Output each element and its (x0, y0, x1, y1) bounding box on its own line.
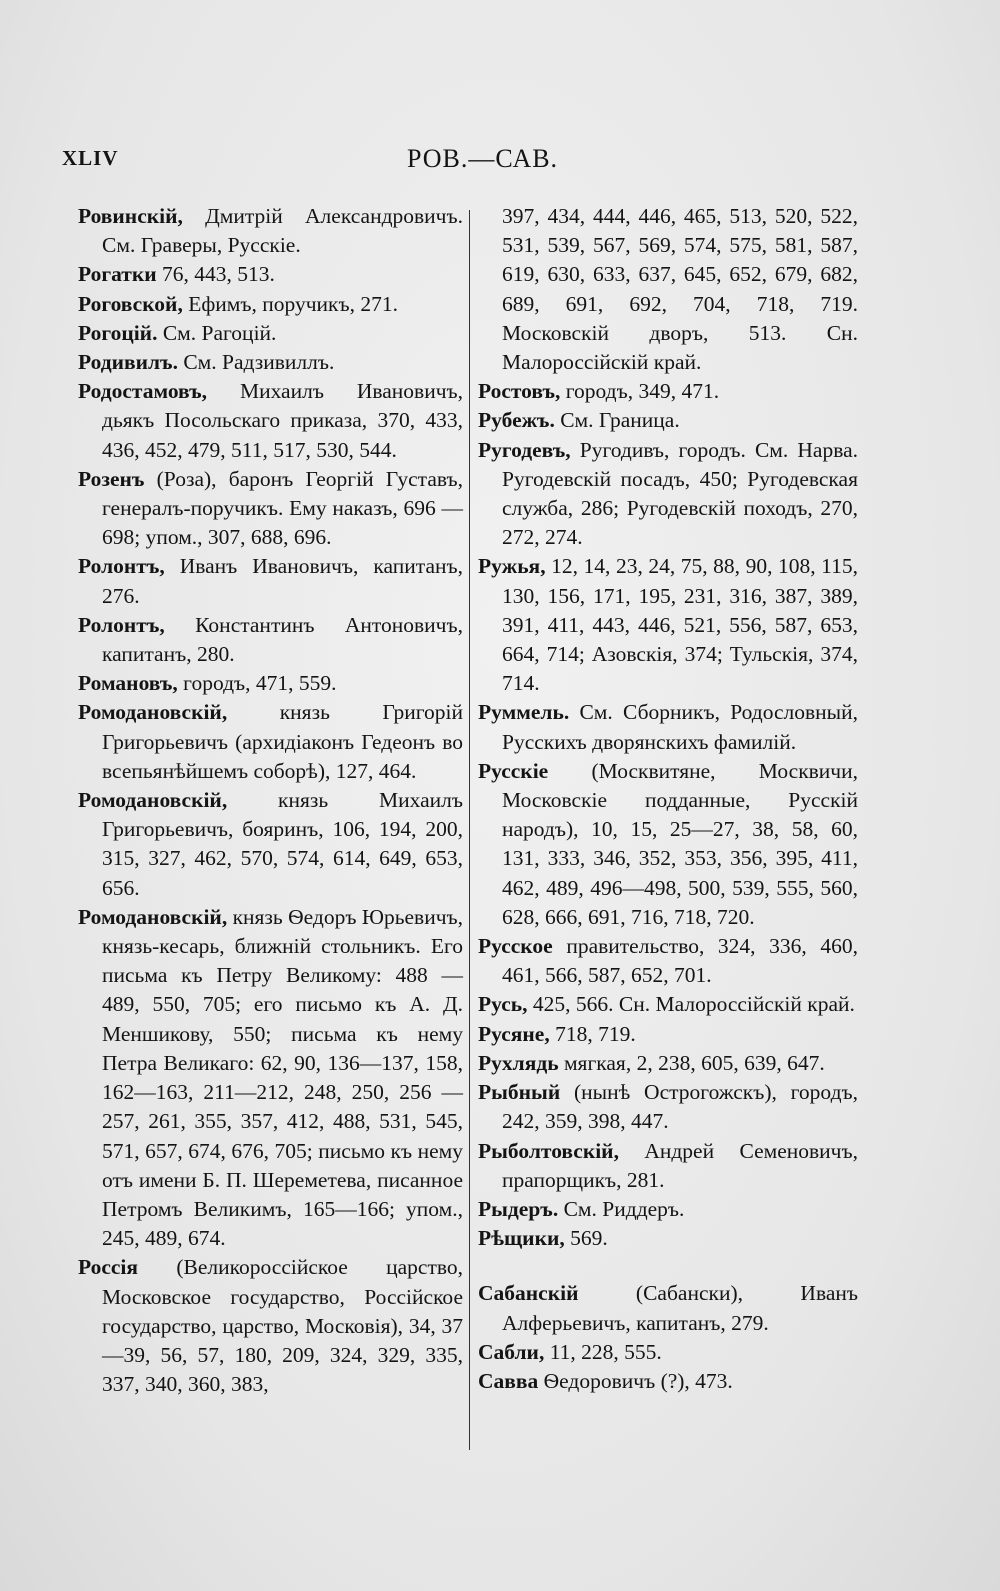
entry-headword: Рогоцій. (78, 320, 158, 345)
entry-headword: Ружья, (478, 554, 546, 579)
entry-text: (Сабански), Иванъ Алферьевичъ, капитанъ, 279. (502, 1281, 858, 1335)
entry-headword: Романовъ, (78, 671, 178, 696)
right-column (478, 202, 858, 1396)
index-entry (78, 465, 463, 553)
entry-headword: Рыдеръ. (478, 1196, 559, 1221)
index-entry (478, 552, 858, 698)
index-entry (478, 1049, 858, 1078)
index-entry (478, 1224, 858, 1253)
entry-headword: Русяне, (478, 1021, 550, 1046)
index-entry (478, 932, 858, 990)
entry-text: князь Григорій Григорьевичъ (архидіаконъ Гедеонъ во всепьянѣйшемъ соборѣ), 127, 464. (102, 700, 463, 783)
entry-text: князь Михаилъ Григорьевичъ, бояринъ, 106, 194, 200, 315, 327, 462, 570, 574, 614, 649, 653, 656. (102, 788, 463, 900)
entry-headword: Родостамовъ, (78, 379, 208, 404)
entry-headword: Руммель. (478, 700, 570, 725)
entry-text: Дмитрій Александровичъ. См. Граверы, Русскіе. (102, 204, 463, 258)
index-entry (478, 202, 858, 377)
entry-headword: Рухлядь (478, 1050, 559, 1075)
entry-headword: Рыбный (478, 1080, 561, 1105)
index-entry (478, 406, 858, 435)
index-entry (78, 786, 463, 903)
index-entry (78, 348, 463, 377)
entry-text: Ефимъ, поручикъ, 271. (182, 291, 398, 316)
entry-headword: Рубежъ. (478, 408, 555, 433)
entry-text: (Великороссійское царство, Московское государство, Россійское государство, царство, Московія), 34, 37—39, 56, 57, 180, 209, 324, 329, 335, 337, 340, 360, 383, (102, 1255, 463, 1397)
index-entry (478, 1078, 858, 1136)
index-entry (78, 669, 463, 698)
index-entry (478, 1195, 858, 1224)
entry-headword: Русскіе (478, 758, 549, 783)
entry-headword: Сабанскій (478, 1281, 579, 1306)
entry-headword: Ролонтъ, (78, 612, 165, 637)
entry-headword: Сабли, (478, 1339, 545, 1364)
entry-headword: Розенъ (78, 466, 145, 491)
entry-text: Михаилъ Ивановичъ, дьякъ Посольскаго приказа, 370, 433, 436, 452, 479, 511, 517, 530, 544. (102, 379, 463, 462)
index-entry (78, 377, 463, 465)
entry-text: См. Сборникъ, Родословный, Русскихъ дворянскихъ фамилій. (502, 700, 858, 754)
entry-headword: Русское (478, 934, 553, 959)
entry-headword: Россія (78, 1255, 139, 1280)
index-entry (478, 1020, 858, 1049)
index-entry (478, 1137, 858, 1195)
entry-text: 425, 566. Сн. Малороссійскій край. (527, 992, 855, 1017)
entry-headword: Родивилъ. (78, 350, 178, 375)
index-entry (78, 319, 463, 348)
entry-text: (Роза), баронъ Георгій Густавъ, генералъ-поручикъ. Ему наказъ, 696 — 698; упом., 307, 688, 696. (102, 466, 463, 550)
column-divider (469, 210, 470, 1450)
entry-text: Андрей Семеновичъ, прапорщикъ, 281. (502, 1138, 858, 1192)
entry-text: См. Граница. (554, 408, 680, 433)
index-entry (478, 990, 858, 1019)
entry-text: городъ, 471, 559. (177, 671, 337, 696)
index-entry (478, 698, 858, 756)
index-entry (478, 757, 858, 932)
index-entry (78, 290, 463, 319)
index-entry (478, 1279, 858, 1337)
entry-headword: Ролонтъ, (78, 554, 165, 579)
entry-headword: Русь, (478, 992, 528, 1017)
entry-text: мягкая, 2, 238, 605, 639, 647. (558, 1050, 825, 1075)
entry-text: Ругодивъ, городъ. См. Нарва. Ругодевскій посадъ, 450; Ругодевская служба, 286; Ругодевскій походъ, 270, 272, 274. (502, 437, 858, 550)
left-column (78, 202, 463, 1399)
entry-text: Иванъ Ивановичъ, капитанъ, 276. (102, 554, 463, 608)
index-entry (478, 1338, 858, 1367)
index-entry (478, 436, 858, 553)
entry-text: 397, 434, 444, 446, 465, 513, 520, 522, 531, 539, 567, 569, 574, 575, 581, 587, 619, 630, 633, 637, 645, 652, 679, 682, 689, 691, 692, 704, 718, 719. Московскій дворъ, 513. Сн. Малороссійскій край. (502, 204, 858, 375)
entry-text: правительство, 324, 336, 460, 461, 566, 587, 652, 701. (502, 934, 858, 988)
index-entry (478, 1367, 858, 1396)
entry-text: 11, 228, 555. (544, 1339, 662, 1364)
entry-text: (нынѣ Острогожскъ), городъ, 242, 359, 398, 447. (502, 1080, 858, 1134)
entry-text: 718, 719. (549, 1021, 636, 1046)
index-entry (78, 260, 463, 289)
index-entry (78, 903, 463, 1253)
index-entry (478, 377, 858, 406)
entry-headword: Савва (478, 1368, 539, 1393)
entry-headword: Ромодановскій, (78, 788, 228, 813)
running-head: РОВ.—САВ. (407, 144, 559, 173)
entry-headword: Рѣщики, (478, 1226, 565, 1251)
entry-headword: Ругодевъ, (478, 437, 571, 462)
entry-text: См. Радзивиллъ. (177, 350, 335, 375)
entry-headword: Ромодановскій, (78, 700, 228, 725)
entry-headword: Ростовъ, (478, 379, 561, 404)
entry-headword: Ровинскій, (78, 204, 183, 228)
entry-text: 12, 14, 23, 24, 75, 88, 90, 108, 115, 130, 156, 171, 195, 231, 316, 387, 389, 391, 411, 443, 446, 521, 556, 587, 653, 664, 714; Азовскія, 374; Тульскія, 374, 714. (502, 554, 858, 696)
entry-text: (Москвитяне, Москвичи, Московскіе подданные, Русскій народъ), 10, 15, 25—27, 38, 58, 60, 131, 333, 346, 352, 353, 356, 395, 411, 462, 489, 496—498, 500, 539, 555, 560, 628, 666, 691, 716, 718, 720. (502, 758, 858, 929)
entry-text: 569. (564, 1226, 608, 1251)
page-header (62, 146, 960, 186)
entry-text: Константинъ Антоновичъ, капитанъ, 280. (102, 612, 463, 667)
entry-headword: Рыболтовскій, (478, 1138, 619, 1163)
letter-section-gap (478, 1253, 858, 1279)
index-entry (78, 698, 463, 786)
entry-text: князь Ѳедоръ Юрьевичъ, князь-кесарь, ближній стольникъ. Его письма къ Петру Великому: 488 — 489, 550, 705; его письмо къ А. Д. Меншикову, 550; письма къ нему Петра Великаго: 62, 90, 136—137, 158, 162—163, 211—212, 248, 250, 256 — 257, 261, 355, 357, 412, 488, 531, 545, 571, 657, 674, 676, 705; письмо къ нему отъ имени Б. П. Шереметева, писанное Петромъ Великимъ, 165—166; упом., 245, 489, 674. (102, 904, 463, 1251)
entry-headword: Роговской, (78, 291, 183, 316)
page-number: XLIV (62, 146, 119, 170)
index-entry (78, 552, 463, 610)
entry-text: Ѳедоровичъ (?), 473. (538, 1368, 733, 1393)
entry-text: 76, 443, 513. (156, 262, 275, 287)
index-entry (78, 1253, 463, 1399)
entry-text: См. Риддеръ. (558, 1196, 685, 1221)
entry-headword: Ромодановскій, (78, 904, 228, 929)
entry-text: городъ, 349, 471. (560, 379, 720, 404)
entry-headword: Рогатки (78, 262, 157, 287)
entry-text: См. Рагоцій. (157, 320, 277, 345)
index-entry (78, 202, 463, 260)
index-entry (78, 611, 463, 669)
